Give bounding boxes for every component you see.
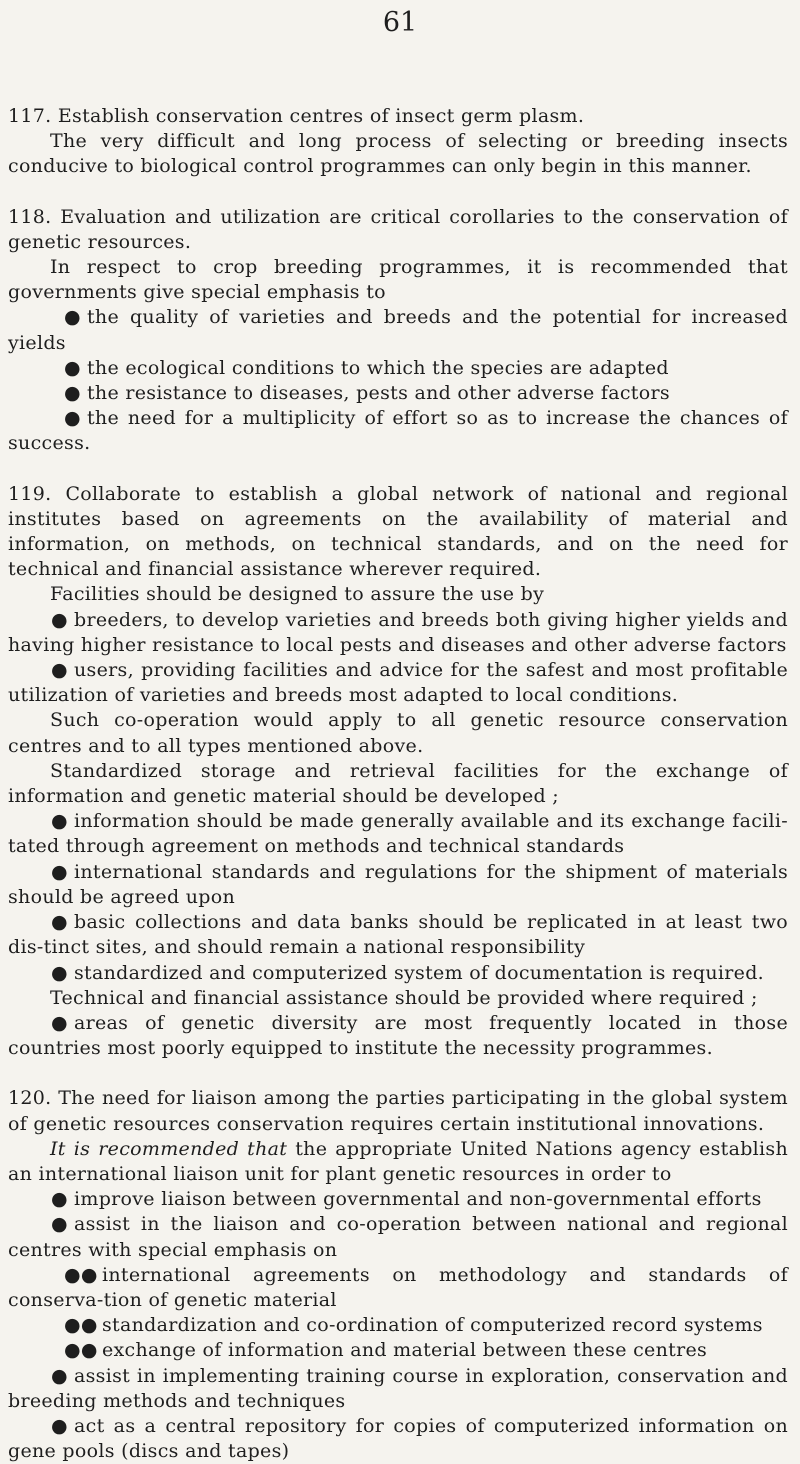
bullet-icon: ● xyxy=(51,961,68,984)
bullet-icon: ● xyxy=(51,659,68,682)
double-bullet-icon: ●● xyxy=(64,1314,98,1337)
list-item: ● the ecological conditions to which the species are adapted xyxy=(8,356,788,381)
section-120-recommendation: It is recommended that the appropriate United Nations agency establish an international liaison unit for plant genetic resources in order to xyxy=(8,1137,789,1185)
list-item: ● the resistance to diseases, pests and other adverse factors xyxy=(8,381,788,406)
section-119-heading: 119. Collaborate to establish a global network of national and regional institutes based on agreements on the availability of material and information, on methods, on technical standards, and on the need for technical and financial assistance wherever required. xyxy=(8,482,788,581)
section-119-paragraph: Standardized storage and retrieval facilities for the exchange of information and genetic material should be developed ; xyxy=(8,759,788,808)
bullet-icon: ● xyxy=(51,1188,68,1211)
section-120-heading: 120. The need for liaison among the parties participating in the global system of genetic resources conservation requires certain institutional innovations. xyxy=(8,1087,788,1135)
list-item: ● act as a central repository for copies of computerized information on gene pools (discs and tapes) xyxy=(8,1414,788,1463)
list-item: ● improve liaison between governmental and non-governmental efforts xyxy=(8,1187,788,1212)
section-119-paragraph: Such co-operation would apply to all genetic resource conservation centres and to all types mentioned above. xyxy=(8,709,788,757)
list-item: ● standardized and computerized system of documentation is required. xyxy=(8,961,788,986)
list-item: ● the quality of varieties and breeds and the potential for increased yields xyxy=(8,306,788,354)
bullet-icon: ● xyxy=(51,860,68,883)
bullet-icon: ● xyxy=(51,1364,68,1387)
bullet-icon: ● xyxy=(64,407,81,430)
bullet-icon: ● xyxy=(51,1414,68,1437)
bullet-icon: ● xyxy=(64,356,81,379)
list-item: ● basic collections and data banks should be replicated in at least two dis-tinct sites, and should remain a national responsibility xyxy=(8,911,788,959)
bullet-icon: ● xyxy=(51,608,68,631)
list-item: ● assist in implementing training course in exploration, conservation and breeding methods and techniques xyxy=(8,1364,788,1412)
page-number: 61 xyxy=(382,7,418,38)
bullet-icon: ● xyxy=(51,1213,68,1236)
page-body xyxy=(8,104,788,1464)
list-item: ● information should be made generally available and its exchange facili-tated through agreement on methods and technical standards xyxy=(8,810,788,858)
bullet-icon: ● xyxy=(64,382,81,405)
list-item: ● areas of genetic diversity are most frequently located in those countries most poorly equipped to institute the necessity programmes. xyxy=(8,1011,788,1060)
section-118-heading: 118. Evaluation and utilization are critical corollaries to the conservation of genetic resources. xyxy=(8,205,788,253)
section-119-paragraph: Facilities should be designed to assure the use by xyxy=(50,583,545,606)
sub-list-item: ●● standardization and co-ordination of computerized record systems xyxy=(8,1313,788,1338)
list-item: ● international standards and regulations for the shipment of materials should be agreed upon xyxy=(8,860,788,908)
section-118-intro: In respect to crop breeding programmes, it is recommended that governments give special emphasis to xyxy=(8,256,788,304)
section-117-heading: 117. Establish conservation centres of insect germ plasm. xyxy=(8,105,585,127)
list-item: ● the need for a multiplicity of effort so as to increase the chances of success. xyxy=(8,407,788,455)
bullet-icon: ● xyxy=(51,810,68,833)
list-item: ● users, providing facilities and advice for the safest and most profitable utilization of varieties and breeds most adapted to local conditions. xyxy=(8,659,788,707)
bullet-icon: ● xyxy=(64,306,81,329)
double-bullet-icon: ●● xyxy=(64,1339,98,1362)
double-bullet-icon: ●● xyxy=(64,1263,98,1286)
list-item: ● breeders, to develop varieties and breeds both giving higher yields and having higher resistance to local pests and diseases and other adverse factors xyxy=(8,608,788,656)
section-117-text: The very difficult and long process of selecting or breeding insects conducive to biological control programmes can only begin in this manner. xyxy=(8,130,788,178)
list-item: ● assist in the liaison and co-operation between national and regional centres with special emphasis on xyxy=(8,1213,788,1261)
bullet-icon: ● xyxy=(51,911,68,934)
sub-list-item: ●● exchange of information and material between these centres xyxy=(8,1338,788,1363)
sub-list-item: ●● international agreements on methodology and standards of conserva-tion of genetic material xyxy=(8,1263,788,1311)
section-119-paragraph: Technical and financial assistance should be provided where required ; xyxy=(50,986,758,1009)
bullet-icon: ● xyxy=(51,1011,68,1034)
